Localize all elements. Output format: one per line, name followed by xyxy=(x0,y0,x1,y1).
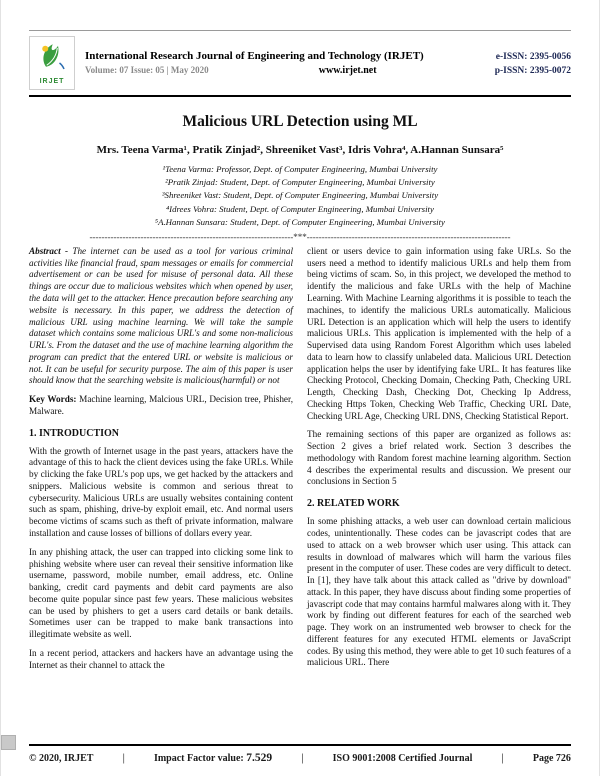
related-work-heading: 2. RELATED WORK xyxy=(307,498,400,510)
irjet-logo-text: IRJET xyxy=(39,77,65,85)
journal-website-link[interactable]: www.irjet.net xyxy=(318,65,377,76)
footer-divider: | xyxy=(501,753,504,764)
footer-copyright: © 2020, IRJET xyxy=(29,753,94,764)
related-work-paragraph: In some phishing attacks, a web user can download certain malicious codes, unintentionally. These codes can be javascript codes that are used to attack on a web browser which user using. This attack can results in download of malwares which will harm the various files present in the computer of user. These codes are very difficult to detect. In [1], they have talk about this attack called as "drive by download" attack. In this paper, they have discuss about finding some properties of javascript code that may contains harmful malwares along with it. They work by finding out different features for each of the searched web page. They work on an instrumented web browser to check for the different features for any executed HTML elements or JavaScript codes. By using this method, they were able to get 10 such features of a malicious URL. There xyxy=(307,516,571,668)
journal-name: International Research Journal of Engineering and Technology (IRJET) xyxy=(85,50,424,62)
irjet-leaf-icon xyxy=(37,42,67,77)
footer-divider: | xyxy=(301,753,304,764)
footer-impact-factor xyxy=(154,752,272,764)
footer-page-number: Page 726 xyxy=(532,753,571,764)
affiliation-line: ²Pratik Zinjad: Student, Dept. of Computer Engineering, Mumbai University xyxy=(165,177,435,188)
eissn-label: e-ISSN: 2395-0056 xyxy=(495,52,571,62)
keywords-text: Machine learning, Malcious URL, Decision tree, Phisher, Malware. xyxy=(29,394,293,416)
impact-factor-value: 7.529 xyxy=(246,752,273,764)
affiliation-line: ³Shreeniket Vast: Student, Dept. of Computer Engineering, Mumbai University xyxy=(161,190,439,201)
journal-header xyxy=(29,31,571,97)
introduction-heading: 1. INTRODUCTION xyxy=(29,427,120,439)
abstract-label: Abstract - xyxy=(29,245,73,256)
intro-continued-paragraph: client or users device to gain information using fake URLs. So the users need a method to identify malicious URLs and help them from being victims of scam. So, in this project, we developed the method to identify the malicious and fake URLs with the help of Machine Learning. With Machine Learning algorithms it is possible to teach the machines, to identify the malicious URLs automatically. Malicious URL Detection is an application which will help the users to identify malicious URLs. This application is implemented with the help of a Supervised data using Random Forest Algorithm which uses labeled data to learn how to classify unlabeled data. Malicious URL Detection application helps the user by identifying fake URL. It has features like Checking Protocol, Checking Domain, Checking Path, Checking URL Length, Checking Dash, Checking Dot, Checking Ip Address, Checking Https Token, Checking Web Traffic, Checking URL Date, Checking URL Age, Checking URL DNS, Checking Statistical Report. xyxy=(307,245,571,421)
abstract-paragraph xyxy=(29,246,293,387)
abstract-text: The internet can be used as a tool for various criminal activities like financial fraud, spam messages or emails for commercial advertisement or can be used for misuse of personal data. All these things are occur due to malicious websites which when opened by user, the data will get to the attacker. Hence precaution before searching any website is necessary. In this paper, we address the detection of malicious URL using machine learning. We will take the sample dataset which contains some malicious URL's and some non-malicious URL's. From the dataset and the use of machine learning algorithm the program can predict that the entered URL or website is malicious or not. It can be useful for security purpose. The aim of this paper is user should know that the searching website is malicious(harmful) or not xyxy=(29,245,293,386)
keywords-label: Key Words: xyxy=(29,394,80,405)
affiliations-block xyxy=(31,163,569,229)
footer-divider: | xyxy=(122,753,125,764)
intro-paragraph-1: With the growth of Internet usage in the past years, attackers have the advantage of this to hack the client devices using the fake URLs. While by clicking the fake URL's pop ups, we get hacked by the attackers and snippers. Malicious website is common and serious threat to cybersecurity. Malicious URLs are usually websites containing content such as spam, phishing, drive-by exploit email, etc. And normal users become victims of scams such as theft of private information, malware installation and cause losses of billions of dollars every year. xyxy=(29,445,293,539)
intro-paragraph-2: In any phishing attack, the user can trapped into clicking some link to phishing website where user can reveal their sensitive information like username, password, mobile number, email address, etc. Online banking, credit card payments and debit card payments are also become quite popular since past few years. These malicious websites can be used by phishers to get a users card details or bank details. Sometimes user can be trapped to make bank transactions into illegitimate website as well. xyxy=(29,546,293,640)
volume-issue-date: Volume: 07 Issue: 05 | May 2020 xyxy=(85,65,209,75)
affiliation-line: ⁵A.Hannan Sunsara: Student, Dept. of Computer Engineering, Mumbai University xyxy=(155,216,445,227)
footer-iso-certification: ISO 9001:2008 Certified Journal xyxy=(332,753,473,764)
viewer-corner-artifact xyxy=(1,735,16,750)
section-separator: --------------------------------------------------------------------***-------------------------------------------------------------------- xyxy=(89,231,511,242)
authors-line: Mrs. Teena Varma¹, Pratik Zinjad², Shreeniket Vast³, Idris Vohra⁴, A.Hannan Sunsara⁵ xyxy=(96,144,504,156)
intro-paragraph-3: In a recent period, attackers and hackers have an advantage using the Internet as their channel to attack the xyxy=(29,647,293,670)
left-column xyxy=(29,246,293,679)
affiliation-line: ¹Teena Varma: Professor, Dept. of Computer Engineering, Mumbai University xyxy=(162,164,438,174)
right-column xyxy=(307,246,571,679)
pissn-label: p-ISSN: 2395-0072 xyxy=(494,66,571,76)
header-text-block xyxy=(85,50,571,76)
paper-title: Malicious URL Detection using ML xyxy=(182,113,418,130)
impact-factor-label: Impact Factor value: xyxy=(153,753,247,764)
page-footer xyxy=(29,744,571,764)
irjet-logo xyxy=(29,36,75,90)
body-columns xyxy=(29,246,571,679)
affiliation-line: ⁴Idrees Vohra: Student, Dept. of Computer Engineering, Mumbai University xyxy=(166,203,434,214)
paper-organization-paragraph: The remaining sections of this paper are organized as follows as: Section 2 gives a brief related work. Section 3 describes the methodology with Random forest machine learning algorithm. Section 4 describes the experimental results and discussion. We present our conclusions in Section 5 xyxy=(307,429,571,487)
keywords-paragraph xyxy=(29,394,293,418)
